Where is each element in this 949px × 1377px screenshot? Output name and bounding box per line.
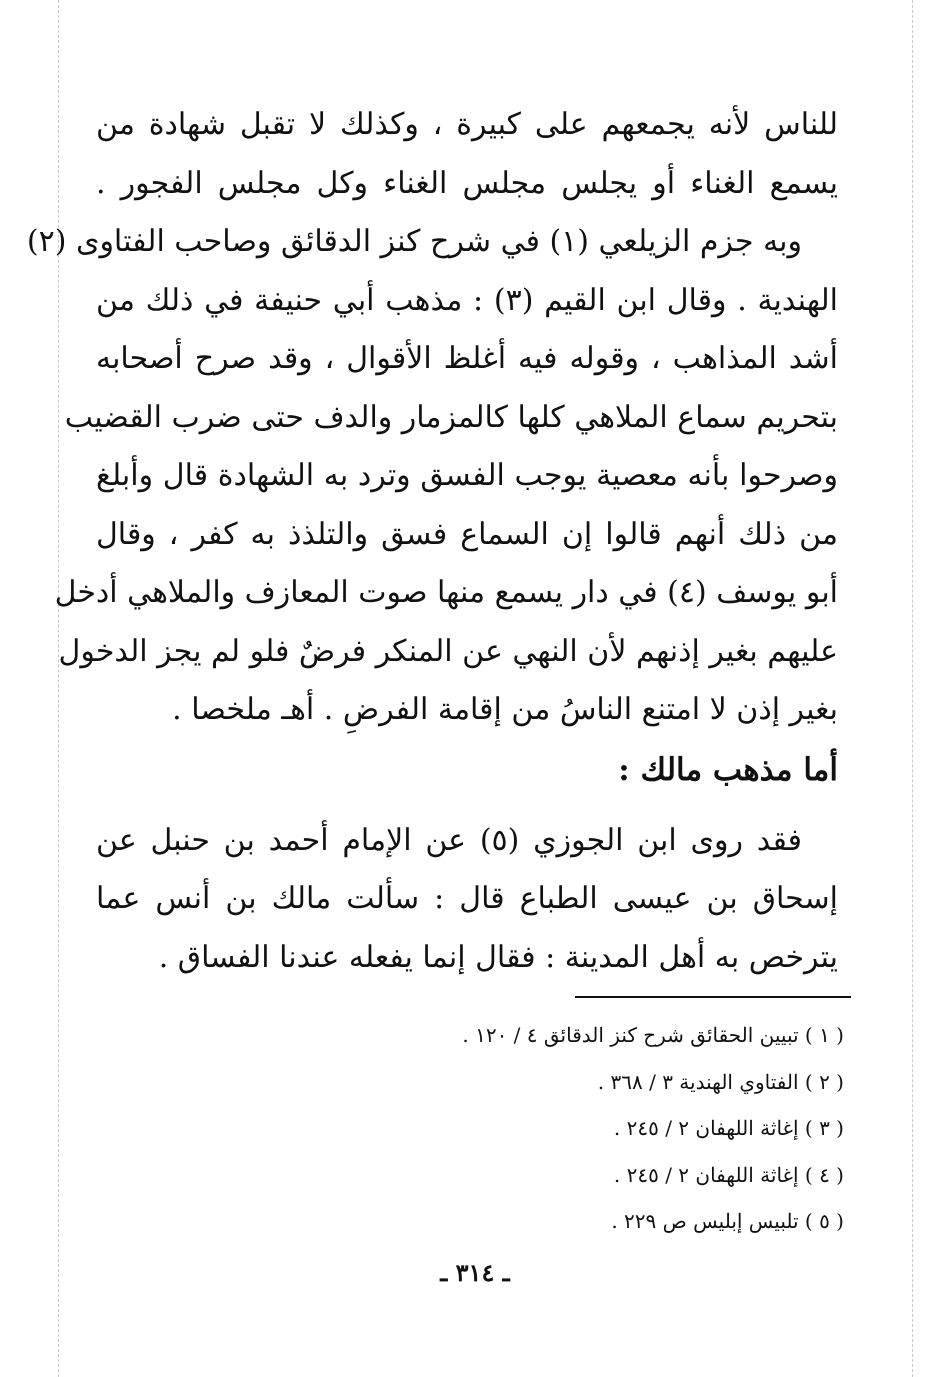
page-number: ـ ٣١٤ ـ (440, 1258, 510, 1287)
text-line-1: للناس لأنه يجمعهم على كبيرة ، وكذلك لا تقبل شهادة من (96, 107, 838, 142)
text-line-7: وصرحوا بأنه معصية يوجب الفسق وترد به الشهادة قال وأبلغ (96, 458, 838, 493)
text-line-6: بتحريم سماع الملاهي كلها كالمزمار والدف حتى ضرب القضيب (64, 399, 838, 435)
text-line-4: الهندية . وقال ابن القيم (٣) : مذهب أبي حنيفة في ذلك من (96, 282, 839, 318)
section-spacer (96, 800, 838, 812)
footnote-4: ( ٤ ) إغاثة اللهفان ٢ / ٢٤٥ . (613, 1162, 844, 1187)
main-text (26, 96, 839, 987)
text-line-5: أشد المذاهب ، وقوله فيه أغلظ الأقوال ، وقد صرح أصحابه (96, 341, 838, 376)
text-line-10: عليهم بغير إذنهم لأن النهي عن المنكر فرضٌ فلو لم يجز الدخول (58, 633, 838, 669)
text-line-14: يترخص به أهل المدينة : فقال إنما يفعله عندنا الفساق . (158, 939, 838, 975)
text-line-13: إسحاق بن عيسى الطباع قال : سألت مالك بن أنس عما (96, 881, 838, 916)
text-line-12: فقد روى ابن الجوزي (٥) عن الإمام أحمد بن حنبل عن (96, 822, 802, 858)
scan-edge-right (912, 0, 913, 1377)
text-line-11: بغير إذن لا امتنع الناسُ من إقامة الفرضِ . أهـ ملخصا . (172, 692, 838, 727)
footnote-2: ( ٢ ) الفتاوي الهندية ٣ / ٣٦٨ . (597, 1069, 844, 1094)
text-line-3: وبه جزم الزيلعي (١) في شرح كنز الدقائق وصاحب الفتاوى (٢) (26, 224, 802, 259)
footnote-separator (575, 996, 851, 998)
scan-edge-left (58, 0, 59, 1377)
footnotes (360, 1012, 844, 1245)
text-line-9: أبو يوسف (٤) في دار يسمع منها صوت المعازف والملاهي أدخل (54, 575, 838, 610)
text-line-8: من ذلك أنهم قالوا إن السماع فسق والتلذذ به كفر ، وقال (96, 516, 838, 552)
footnote-3: ( ٣ ) إغاثة اللهفان ٢ / ٢٤٥ . (613, 1116, 844, 1140)
text-line-2: يسمع الغناء أو يجلس مجلس الغناء وكل مجلس الفجور . (96, 165, 838, 201)
section-heading: أما مذهب مالك : (618, 751, 838, 788)
footnote-1: ( ١ ) تبيين الحقائق شرح كنز الدقائق ٤ / ١٢٠ . (462, 1023, 844, 1047)
footnote-5: ( ٥ ) تلبيس إبليس ص ٢٢٩ . (611, 1209, 844, 1233)
